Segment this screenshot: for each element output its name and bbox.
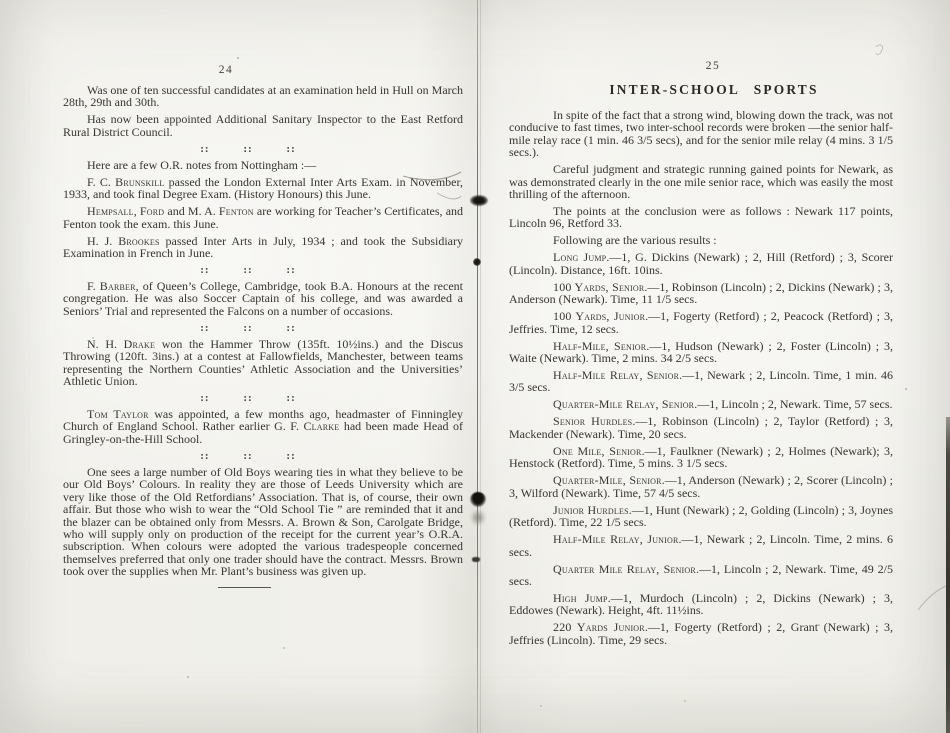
paragraph: Half-Mile Relay, Junior.—1, Newark ; 2, Lincoln. Time, 2 mins. 6 secs. bbox=[509, 532, 893, 559]
paragraph: N. H. Drake won the Hammer Throw (135ft. 10½ins.) and the Discus Throwing (120ft. 3ins.) at a contest at Fallowfields, Manchester, between teams representing the Northern Counties’ Athletic Association and the Universities’ Athletic Union. bbox=[63, 336, 463, 389]
binding-ink-dot bbox=[473, 258, 481, 266]
binding-fold-highlight bbox=[480, 0, 481, 733]
right-page-body bbox=[509, 109, 893, 646]
binding-ink-dash bbox=[472, 557, 480, 562]
paragraph: Following are the various results : bbox=[553, 233, 717, 248]
page-number-right: 25 bbox=[705, 60, 721, 72]
paragraph: Was one of ten successful candidates at an examination held in Hull on March 28th, 29th and 30th. bbox=[63, 83, 463, 110]
paragraph: Tom Taylor was appointed, a few months ago, headmaster of Finningley Church of England School. Rather earlier G. F. Clarke had been made Head of Gringley-on-the-Hill School. bbox=[63, 407, 464, 446]
paragraph: Quarter-Mile Relay, Senior.—1, Lincoln ; 2, Newark. Time, 57 secs. bbox=[553, 397, 893, 412]
paragraph: The points at the conclusion were as follows : Newark 117 points, Lincoln 96, Retford 33. bbox=[509, 204, 893, 231]
paragraph: Here are a few O.R. notes from Nottingham :— bbox=[87, 157, 317, 172]
section-divider: :: :: :: bbox=[200, 449, 296, 462]
paragraph: 220 Yards Junior.—1, Fogerty (Retford) ; 2, Grant (Newark) ; 3, Jeffries (Lincoln). Time, 29 secs. bbox=[509, 620, 893, 647]
paragraph: One Mile, Senior.—1, Faulkner (Newark) ; 2, Holmes (Newark); 3, Henstock (Retford). Time, 5 mins. 3 1/5 secs. bbox=[509, 443, 893, 471]
binding-smudge bbox=[471, 510, 485, 525]
binding-staple-bottom bbox=[470, 492, 486, 507]
paragraph: Senior Hurdles.—1, Robinson (Lincoln) ; 2, Taylor (Retford) ; 3, Mackender (Newark). Time, 20 secs. bbox=[509, 414, 893, 441]
left-page bbox=[63, 84, 463, 588]
end-rule bbox=[218, 587, 271, 588]
paragraph: High Jump.—1, Murdoch (Lincoln) ; 2, Dickins (Newark) ; 3, Eddowes (Newark). Height, 4ft. 11½ins. bbox=[509, 590, 893, 618]
paragraph: 100 Yards, Senior.—1, Robinson (Lincoln) ; 2, Dickins (Newark) ; 3, Anderson (Newark). Time, 11 1/5 secs. bbox=[509, 279, 894, 307]
book-edge-shadow bbox=[946, 417, 950, 733]
paragraph: Has now been appointed Additional Sanitary Inspector to the East Retford Rural District Council. bbox=[63, 112, 463, 139]
paragraph: One sees a large number of Old Boys wearing ties in what they believe to be our Old Boys’ Colours. In reality they are those of Leeds University which are very like those of the Old Retfordians’ Association. That is, of course, their own affair. But those who wish to wear the “Old School Tie ” are reminded that it and the blazer can be obtained only from Messrs. A. Brown & Son, Carolgate Bridge, who will supply only on production of the receipt for the current year’s O.R.A. subscription. When colours were adopted the various tradespeople concerned themselves preferred that only one trader should have the contract. Messrs. Brown took over the supplies when Mr. Plant’s business was given up. bbox=[63, 464, 463, 579]
section-divider: :: :: :: bbox=[200, 264, 296, 277]
paragraph: F. Barber, of Queen’s College, Cambridge, took B.A. Honours at the recent congregation. He was also Soccer Captain of his college, and was awarded a Seniors’ Trial and represented the Falcons on a number of occasions. bbox=[63, 279, 463, 318]
page-number-left: 24 bbox=[218, 64, 234, 76]
binding-staple-top bbox=[470, 195, 488, 206]
left-page-body bbox=[63, 84, 463, 588]
binding-fold-line bbox=[477, 0, 478, 733]
paragraph: Quarter Mile Relay, Senior.—1, Lincoln ; 2, Newark. Time, 49 2/5 secs. bbox=[509, 561, 893, 588]
section-divider: :: :: :: bbox=[200, 321, 296, 334]
page-title: INTER-SCHOOL SPORTS bbox=[609, 82, 819, 97]
dust-specks bbox=[0, 0, 2, 2]
section-divider: :: :: :: bbox=[200, 392, 296, 405]
paragraph: F. C. Brunskill passed the London External Inter Arts Exam. in November, 1933, and took final Degree Exam. (History Honours) this June. bbox=[63, 174, 463, 202]
paragraph: Junior Hurdles.—1, Hunt (Newark) ; 2, Golding (Lincoln) ; 3, Joynes (Retford). Time, 22 1/5 secs. bbox=[509, 502, 893, 530]
paragraph: Half-Mile, Senior.—1, Hudson (Newark) ; 2, Foster (Lincoln) ; 3, Waite (Newark). Time, 2 mins. 34 2/5 secs. bbox=[509, 338, 893, 366]
paragraph: Careful judgment and strategic running gained points for Newark, as was demonstrated clearly in the one mile senior race, which was easily the most thrilling of the afternoon. bbox=[509, 162, 893, 202]
paragraph: H. J. Brookes passed Inter Arts in July, 1934 ; and took the Subsidiary Examination in French in June. bbox=[63, 233, 463, 261]
paragraph: Hempsall, Ford and M. A. Fenton are working for Teacher’s Certificates, and Fenton took the exam. this June. bbox=[63, 204, 464, 231]
paragraph: 100 Yards, Junior.—1, Fogerty (Retford) ; 2, Peacock (Retford) ; 3, Jeffries. Time, 12 secs. bbox=[509, 309, 893, 336]
paragraph: Half-Mile Relay, Senior.—1, Newark ; 2, Lincoln. Time, 1 min. 46 3/5 secs. bbox=[509, 368, 893, 395]
paragraph: In spite of the fact that a strong wind, blowing down the track, was not conducive to fast times, two inter-school records were broken —the senior half-mile relay race (1 min. 46 3/5 secs), and for the senior mile relay (4 mins. 3 1/5 secs.). bbox=[509, 108, 893, 160]
section-divider: :: :: :: bbox=[200, 142, 296, 155]
right-page bbox=[509, 82, 893, 651]
paragraph: Long Jump.—1, G. Dickins (Newark) ; 2, Hill (Retford) ; 3, Scorer (Lincoln). Distance, 16ft. 10ins. bbox=[509, 250, 893, 277]
paragraph: Quarter-Mile, Senior.—1, Anderson (Newark) ; 2, Scorer (Lincoln) ; 3, Wilford (Newark). Time, 57 4/5 secs. bbox=[509, 473, 893, 500]
